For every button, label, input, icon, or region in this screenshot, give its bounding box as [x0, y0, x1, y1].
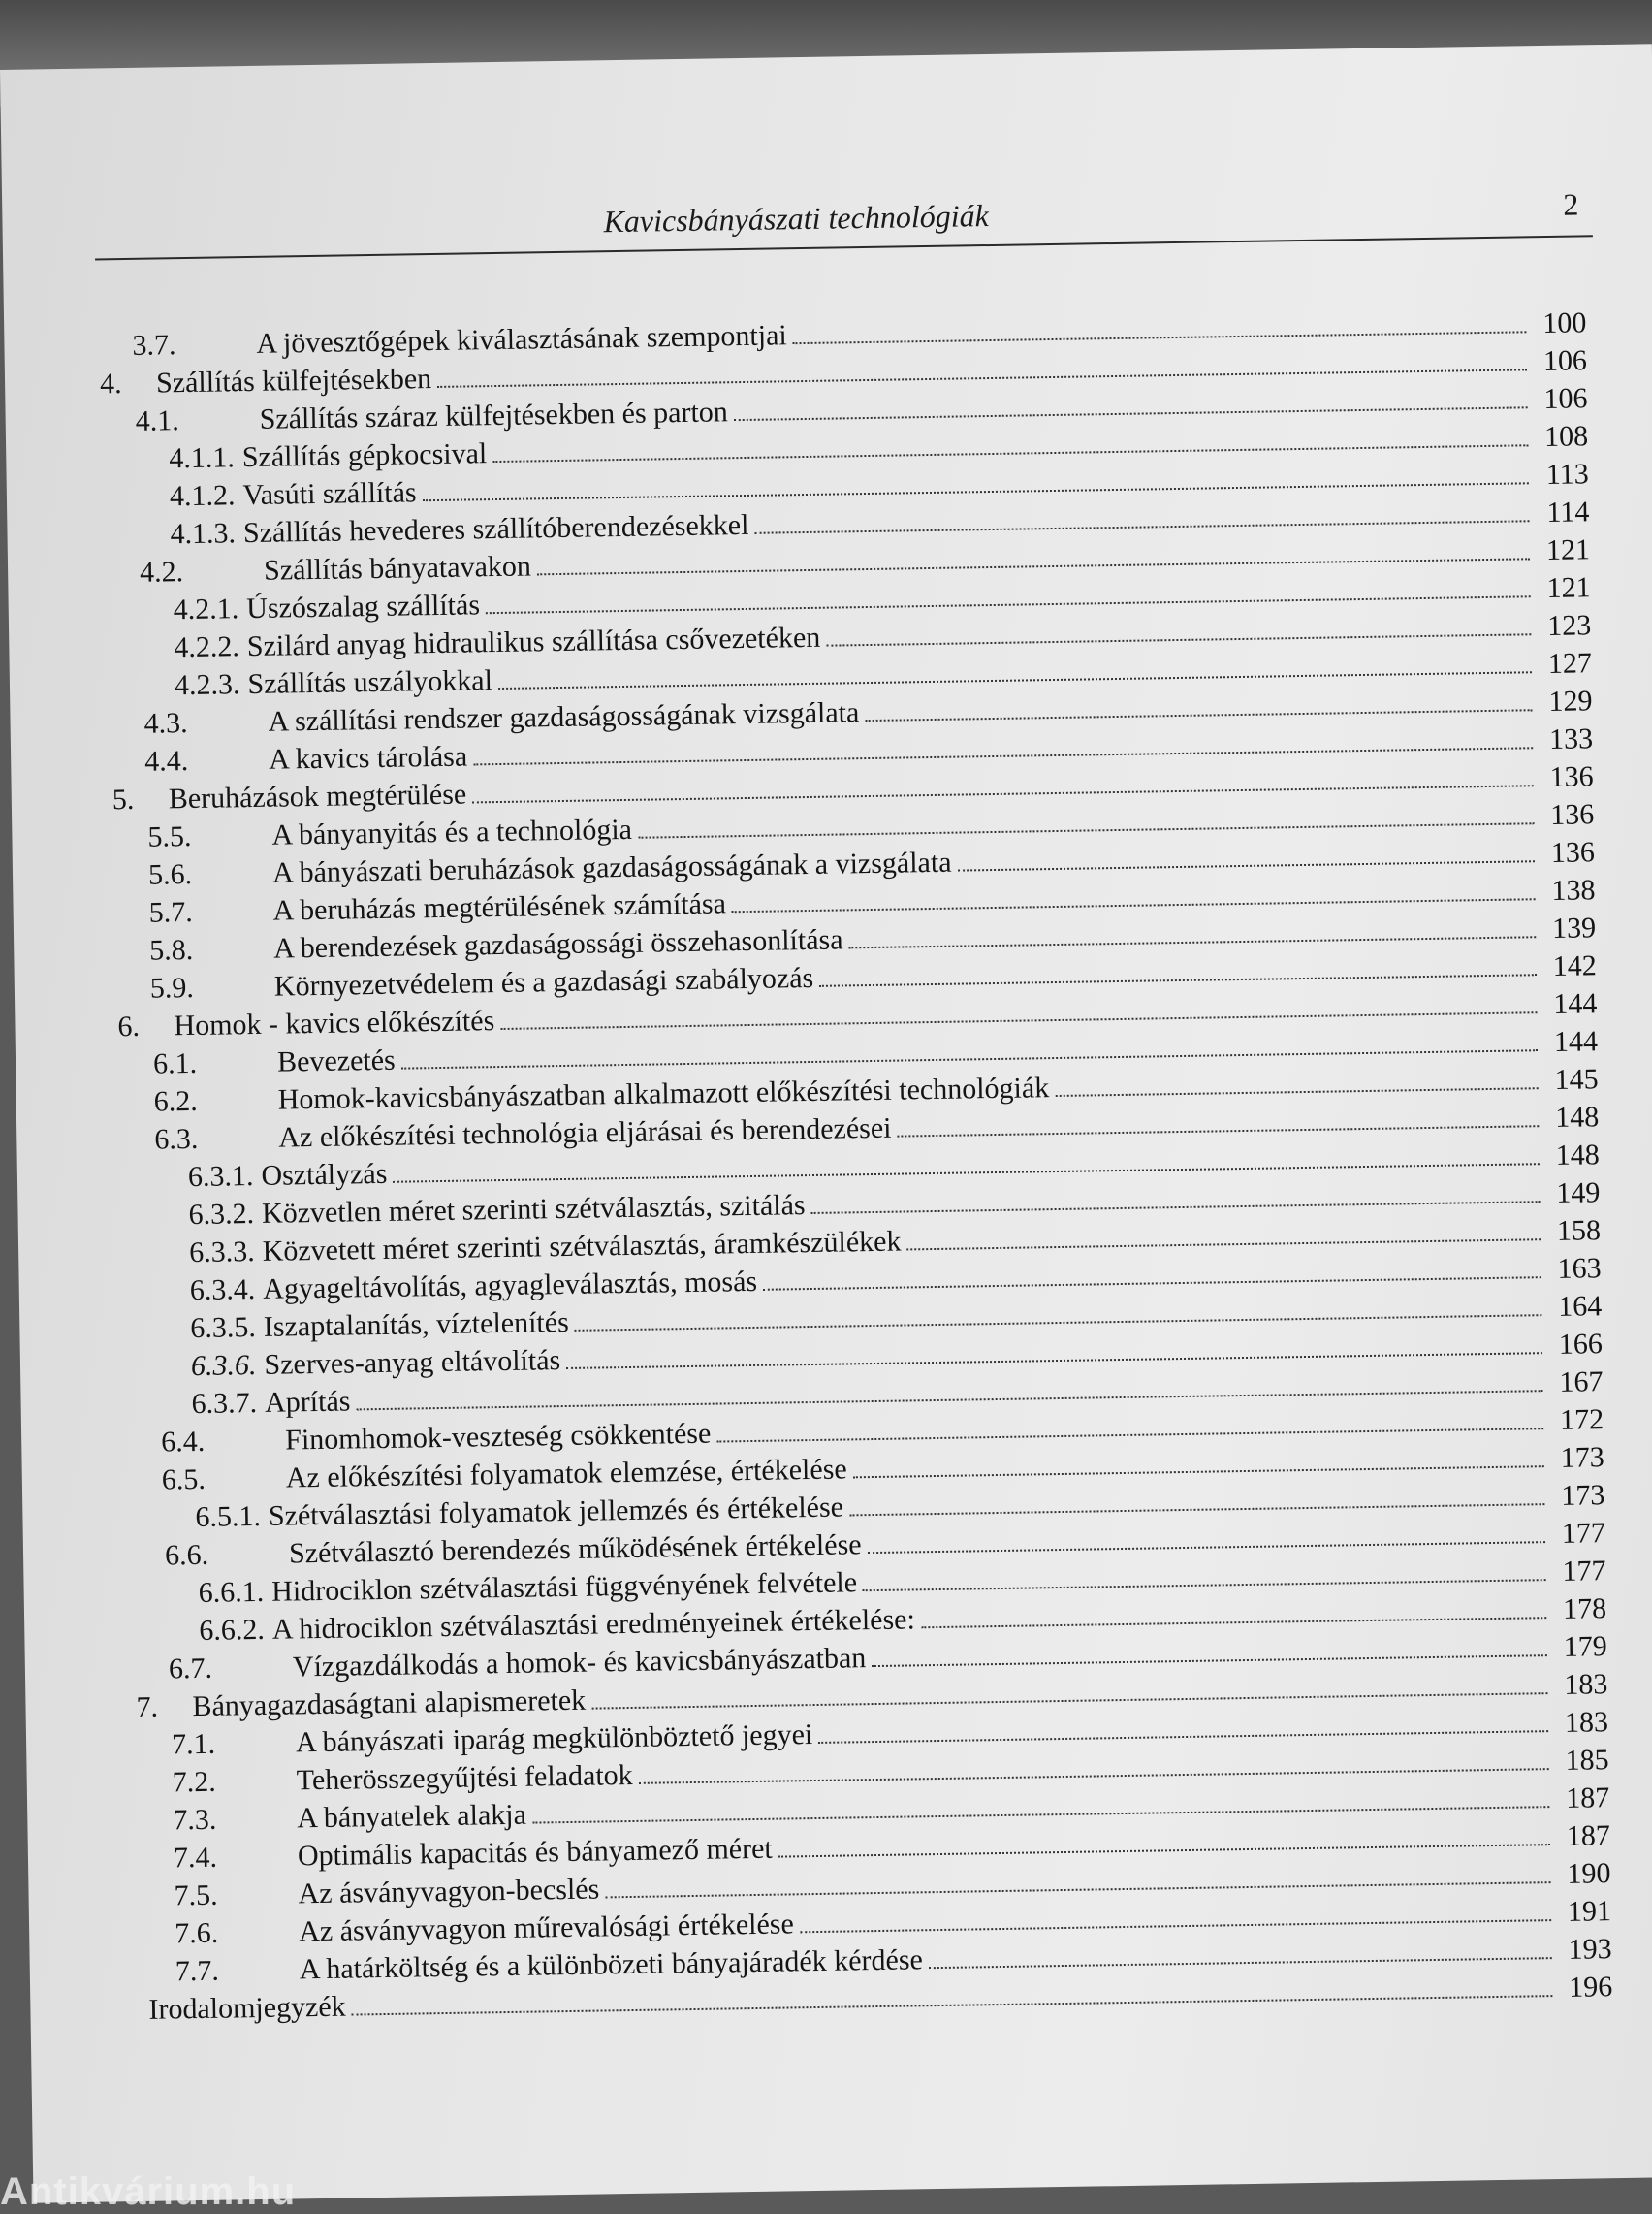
toc-entry-title: Vízgazdálkodás a homok- és kavicsbányászatban: [292, 1642, 867, 1684]
toc-entry-page: 164: [1557, 1290, 1603, 1323]
toc-entry-title: A berendezések gazdaságossági összehasonlítása: [273, 923, 843, 965]
table-of-contents: [4, 305, 1652, 2026]
toc-entry-title: A határköltség és a különbözeti bányajáradék kérdése: [299, 1943, 924, 1986]
toc-entry-number: 6.7.: [168, 1652, 213, 1685]
toc-entry-title: Teherösszegyűjtési feladatok: [296, 1758, 633, 1797]
toc-entry-page: 177: [1562, 1555, 1606, 1588]
toc-entry-page: 185: [1565, 1744, 1609, 1777]
toc-entry-page: 173: [1560, 1441, 1604, 1474]
toc-entry-title: A bányanyitás és a technológia: [271, 813, 633, 851]
toc-entry-page: 136: [1550, 798, 1595, 831]
dot-leader: [826, 633, 1531, 646]
toc-entry-number: 7.4.: [173, 1841, 218, 1875]
toc-entry-number: 6.3.6.: [190, 1349, 257, 1383]
toc-entry-number: 6.3.5.: [190, 1311, 257, 1345]
toc-entry-title: Szétválasztási folyamatok jellemzés és értékelése: [268, 1491, 844, 1532]
dot-leader: [732, 898, 1536, 913]
toc-entry-number: 6.6.: [164, 1538, 209, 1572]
toc-entry-page: 142: [1552, 949, 1597, 982]
dot-leader: [473, 747, 1533, 765]
dot-leader: [472, 785, 1534, 803]
toc-entry-page: 191: [1567, 1895, 1612, 1928]
dot-leader: [566, 1352, 1542, 1369]
toc-entry-title: Az előkészítési technológia eljárásai és berendezései: [278, 1111, 892, 1154]
toc-entry-number: 7.3.: [173, 1803, 217, 1837]
toc-entry-title: Az ásványvagyon műrevalósági értékelése: [298, 1908, 795, 1948]
toc-entry-title: Szállítás száraz külfejtésekben és parton: [259, 396, 729, 435]
toc-entry-number: 5.7.: [148, 895, 193, 929]
toc-entry-number: 6.1.: [152, 1046, 198, 1080]
dot-leader: [853, 1465, 1544, 1478]
toc-entry-title: Bányagazdaságtani alapismeretek: [192, 1684, 587, 1723]
toc-entry-title: Beruházások megtérülése: [168, 778, 467, 816]
toc-entry-number: 4.1.: [135, 404, 179, 437]
toc-entry-number: 7.7.: [175, 1954, 220, 1988]
toc-entry-page: 177: [1561, 1517, 1606, 1550]
toc-entry-title: A bányászati beruházások gazdaságosságának a vizsgálata: [271, 846, 952, 889]
toc-entry-number: 4.4.: [143, 745, 189, 778]
dot-leader: [352, 1995, 1553, 2015]
dot-leader: [575, 1314, 1542, 1332]
dot-leader: [716, 1428, 1543, 1442]
toc-entry-number: 4.2.3.: [174, 668, 240, 702]
toc-entry-title: Finomhomok-veszteség csökkentése: [284, 1417, 712, 1457]
dot-leader: [811, 1201, 1541, 1214]
toc-entry-number: 6.4.: [160, 1425, 206, 1459]
toc-entry-number: 4.1.3.: [170, 517, 237, 551]
dot-leader: [492, 444, 1528, 463]
toc-entry-page: 136: [1550, 836, 1596, 869]
toc-entry-number: 6.3.3.: [188, 1235, 255, 1269]
toc-entry-title: Környezetvédelem és a gazdasági szabályozás: [273, 961, 814, 1003]
toc-entry-page: 123: [1546, 609, 1592, 642]
document-page: [0, 44, 1652, 2202]
toc-entry-number: 4.2.1.: [173, 593, 239, 626]
toc-entry-page: 187: [1565, 1781, 1610, 1814]
toc-entry-title: A hidrociklon szétválasztási eredményeinek értékelése:: [271, 1603, 916, 1646]
toc-entry-number: 6.3.1.: [187, 1160, 254, 1194]
toc-entry-number: 5.9.: [149, 971, 195, 1005]
toc-entry-number: 3.7.: [132, 329, 176, 362]
toc-entry-number: 4.: [99, 368, 122, 401]
toc-entry-page: 108: [1543, 420, 1589, 454]
toc-entry-title: Vasúti szállítás: [242, 476, 417, 512]
toc-entry-title: Úszószalag szállítás: [245, 589, 481, 626]
dot-leader: [763, 1276, 1541, 1291]
toc-entry-page: 149: [1556, 1176, 1601, 1209]
dot-leader: [958, 860, 1535, 871]
toc-entry-page: 129: [1548, 685, 1593, 718]
dot-leader: [793, 331, 1527, 344]
dot-leader: [500, 1011, 1537, 1030]
toc-entry-title: Szállítás gépkocsival: [241, 437, 488, 474]
toc-entry-page: 172: [1559, 1403, 1604, 1436]
toc-entry-number: 6.3.4.: [189, 1273, 256, 1307]
toc-entry-page: 121: [1545, 533, 1591, 567]
toc-entry-number: 6.5.1.: [195, 1499, 262, 1534]
toc-entry-title: A kavics tárolása: [268, 740, 468, 776]
toc-entry-title: Szétválasztó berendezés működésének értékelése: [288, 1528, 862, 1570]
toc-entry-page: 145: [1554, 1063, 1599, 1096]
toc-entry-page: 163: [1557, 1252, 1602, 1285]
dot-leader: [907, 1238, 1541, 1250]
toc-entry-page: 166: [1558, 1328, 1604, 1361]
toc-entry-number: 4.1.2.: [169, 479, 236, 513]
toc-entry-page: 183: [1564, 1706, 1609, 1739]
toc-entry-number: 4.3.: [143, 707, 188, 740]
toc-entry-number: 6.3.2.: [188, 1198, 255, 1232]
toc-entry-number: 5.6.: [147, 857, 193, 891]
dot-leader: [778, 1844, 1550, 1858]
toc-entry-page: 190: [1567, 1857, 1611, 1890]
toc-entry-page: 178: [1562, 1592, 1607, 1625]
toc-entry-title: A jövesztőgépek kiválasztásának szempontjai: [256, 319, 787, 360]
toc-entry-number: 6.2.: [153, 1084, 198, 1118]
toc-entry-title: Szállítás uszályokkal: [247, 664, 493, 701]
toc-entry-title: Agyageltávolítás, agyagleválasztás, mosás: [263, 1265, 758, 1305]
toc-entry-number: 5.: [111, 783, 135, 817]
toc-entry-title: Közvetlen méret szerinti szétválasztás, szitálás: [261, 1189, 806, 1230]
dot-leader: [532, 1806, 1549, 1823]
toc-entry-title: Osztályzás: [261, 1157, 388, 1192]
toc-entry-title: A bányászati iparág megkülönböztető jegyei: [295, 1718, 813, 1759]
toc-entry-title: A bányatelek alakja: [297, 1798, 527, 1835]
dot-leader: [1055, 1087, 1538, 1097]
toc-entry-title: Homok - kavics előkészítés: [174, 1005, 495, 1043]
dot-leader: [863, 1579, 1546, 1591]
toc-entry-title: Hidrociklon szétválasztási függvényének felvétele: [270, 1566, 858, 1608]
toc-entry-title: Bevezetés: [276, 1043, 396, 1078]
toc-entry-title: Közvetett méret szerinti szétválasztás, áramkészülékek: [262, 1225, 902, 1267]
dot-leader: [818, 1730, 1548, 1744]
dot-leader: [639, 1768, 1549, 1784]
toc-entry-title: Irodalomjegyzék: [148, 1990, 346, 2026]
toc-entry-title: Aprítás: [264, 1385, 351, 1419]
dot-leader: [605, 1881, 1550, 1898]
toc-entry-title: Szilárd anyag hidraulikus szállítása csővezetéken: [246, 621, 821, 663]
toc-entry-title: Iszaptalanítás, víztelenítés: [263, 1305, 569, 1343]
toc-entry-page: 148: [1554, 1101, 1600, 1134]
toc-entry-number: 6.5.: [161, 1462, 206, 1496]
dot-leader: [537, 558, 1530, 575]
toc-entry-title: Szállítás hevederes szállítóberendezésekkel: [242, 508, 749, 550]
toc-entry-page: 187: [1566, 1819, 1611, 1852]
toc-entry-page: 158: [1556, 1214, 1602, 1247]
toc-entry-page: 121: [1546, 571, 1591, 605]
toc-entry-title: Szállítás külfejtésekben: [155, 363, 432, 400]
toc-entry-number: 7.: [136, 1690, 159, 1723]
dot-leader: [929, 1957, 1552, 1969]
toc-entry-page: 106: [1543, 382, 1588, 416]
toc-entry-title: Homok-kavicsbányászatban alkalmazott előkészítési technológiák: [277, 1072, 1050, 1116]
running-header-title: Kavicsbányászati technológiák: [603, 198, 990, 240]
toc-entry-number: 4.1.1.: [169, 441, 236, 475]
toc-entry-number: 6.: [117, 1010, 141, 1043]
toc-entry-title: Optimális kapacitás és bányamező méret: [297, 1832, 773, 1873]
toc-entry-page: 139: [1551, 912, 1597, 945]
toc-entry-page: 148: [1555, 1139, 1601, 1171]
dot-leader: [872, 1654, 1546, 1667]
dot-leader: [591, 1692, 1547, 1709]
toc-entry-number: 6.6.2.: [199, 1613, 266, 1647]
toc-entry-number: 7.2.: [172, 1765, 217, 1799]
toc-entry-number: 7.5.: [174, 1878, 218, 1912]
toc-entry-page: 133: [1548, 722, 1594, 755]
toc-entry-page: 183: [1564, 1668, 1608, 1701]
dot-leader: [921, 1617, 1546, 1628]
dot-leader: [755, 520, 1530, 534]
dot-leader: [498, 671, 1532, 690]
toc-entry-page: 193: [1568, 1933, 1612, 1966]
dot-leader: [849, 1503, 1544, 1516]
page-number: 2: [1563, 186, 1579, 222]
dot-leader: [734, 406, 1528, 421]
toc-entry-page: 173: [1561, 1479, 1605, 1512]
toc-entry-page: 144: [1553, 1025, 1599, 1058]
toc-entry-number: 5.5.: [147, 819, 192, 853]
toc-entry-number: 7.1.: [171, 1727, 216, 1761]
toc-entry-title: A beruházás megtérülésének számítása: [272, 887, 727, 927]
toc-entry-page: 136: [1549, 760, 1594, 793]
toc-entry-page: 179: [1563, 1630, 1607, 1663]
toc-entry-number: 4.2.2.: [174, 630, 240, 664]
header-divider: [95, 235, 1593, 260]
toc-entry-number: 6.3.7.: [191, 1387, 258, 1421]
toc-entry-page: 167: [1559, 1365, 1604, 1398]
toc-entry-page: 106: [1542, 344, 1588, 378]
toc-entry-title: A szállítási rendszer gazdaságosságának vizsgálata: [268, 696, 860, 738]
toc-entry-page: 127: [1547, 647, 1593, 680]
toc-entry-page: 113: [1545, 458, 1590, 491]
dot-leader: [849, 936, 1537, 948]
toc-entry-title: Az ásványvagyon-becslés: [298, 1873, 600, 1910]
toc-entry-title: Szállítás bányatavakon: [263, 550, 532, 587]
toc-entry-page: 196: [1568, 1971, 1613, 2004]
toc-entry-number: 5.8.: [149, 933, 194, 967]
dot-leader: [638, 822, 1534, 839]
toc-entry-page: 100: [1542, 306, 1587, 340]
dot-leader: [868, 1541, 1545, 1554]
toc-entry-page: 138: [1551, 874, 1596, 907]
dot-leader: [819, 974, 1537, 987]
dot-leader: [898, 1125, 1540, 1137]
dot-leader: [486, 595, 1531, 614]
dot-leader: [800, 1919, 1551, 1933]
toc-entry-number: 6.3.: [154, 1122, 199, 1156]
toc-entry-number: 7.6.: [174, 1916, 219, 1950]
toc-entry-page: 144: [1553, 987, 1598, 1020]
dot-leader: [865, 709, 1532, 722]
toc-entry-page: 114: [1546, 496, 1590, 529]
toc-entry-title: Szerves-anyag eltávolítás: [264, 1344, 561, 1381]
watermark-text: Antikvárium.hu: [0, 2170, 297, 2213]
toc-entry-number: 4.2.: [139, 556, 184, 589]
toc-entry-number: 6.6.1.: [198, 1575, 265, 1609]
toc-entry-title: Az előkészítési folyamatok elemzése, értékelése: [285, 1453, 847, 1494]
